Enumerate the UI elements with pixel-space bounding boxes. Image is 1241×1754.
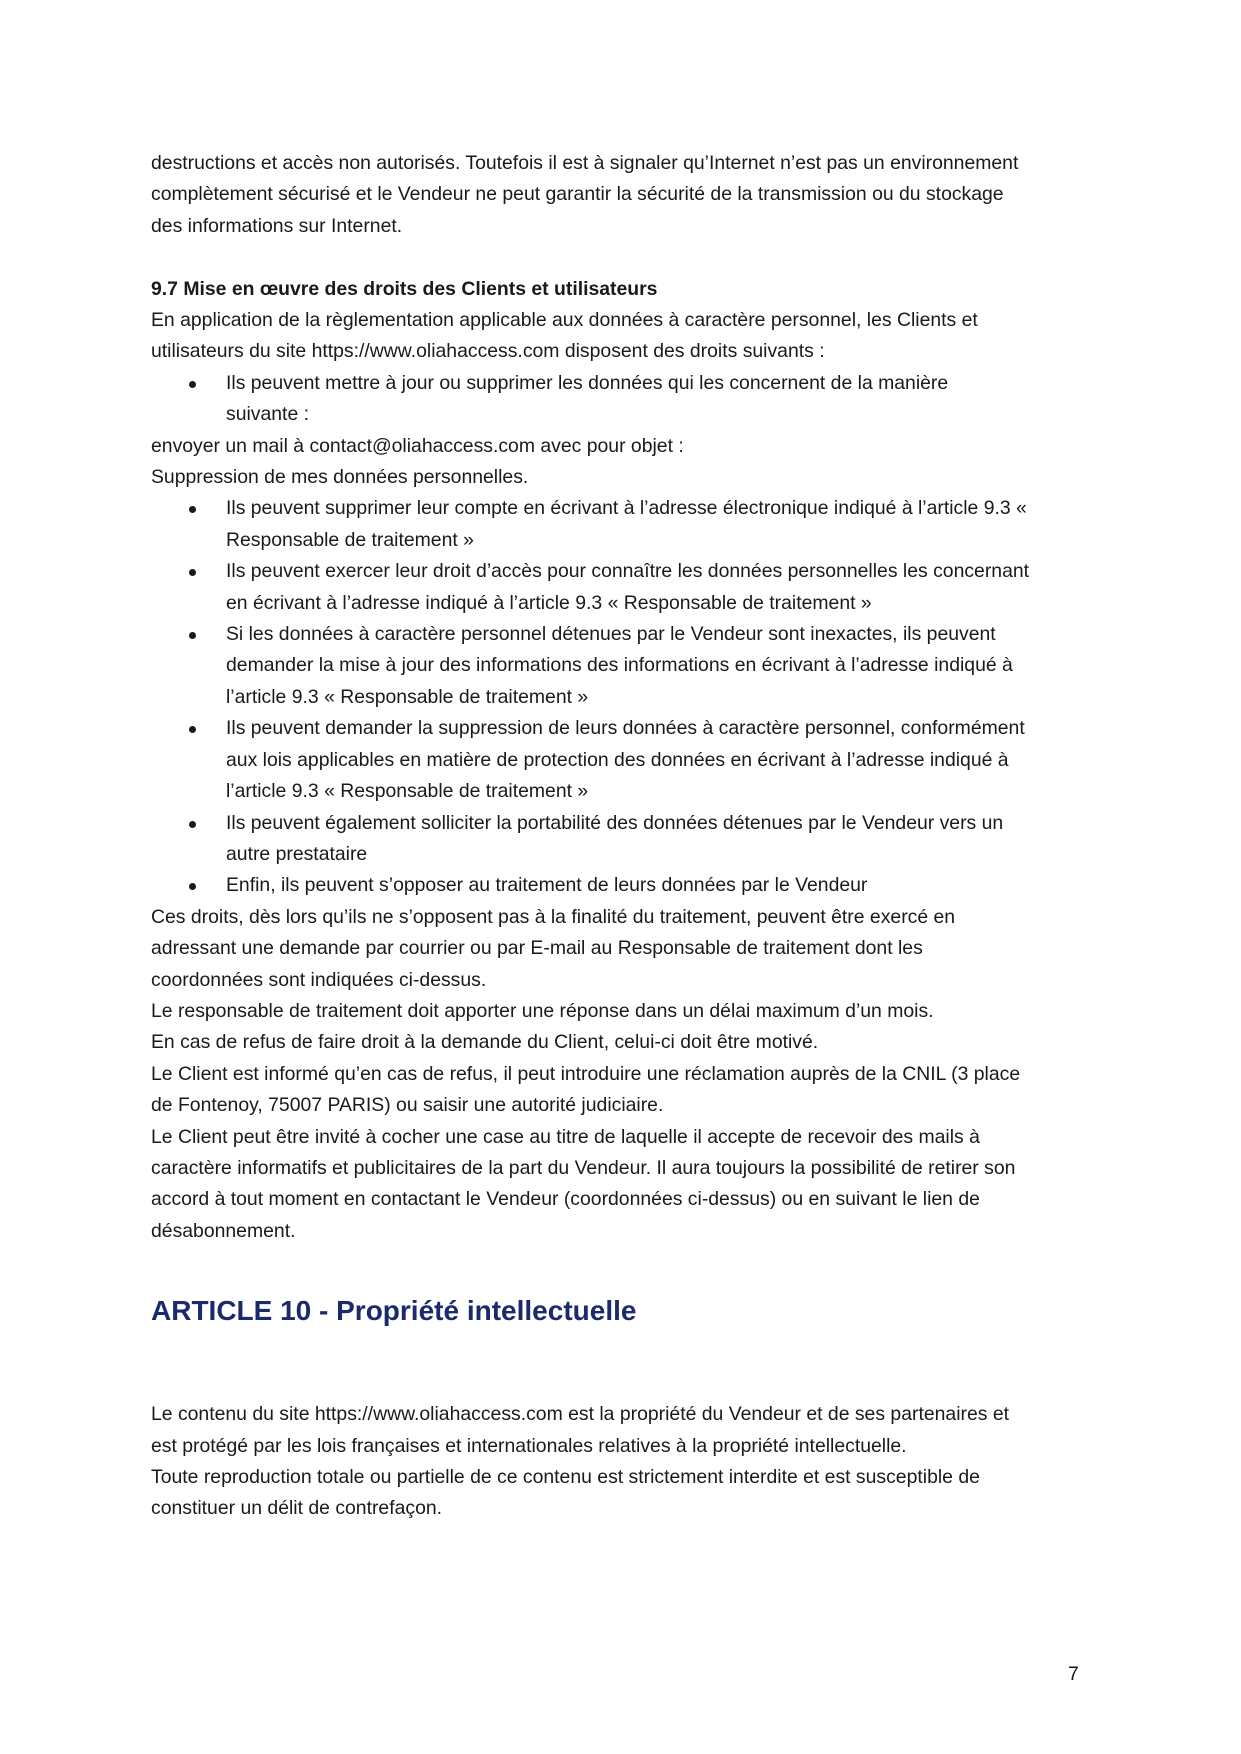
spacer bbox=[151, 242, 1101, 273]
bullet-item bbox=[151, 493, 1101, 556]
text-line: Le responsable de traitement doit apporter une réponse dans un délai maximum d’un mois. bbox=[151, 999, 934, 1022]
bullet-icon bbox=[189, 381, 196, 388]
bullet-icon bbox=[189, 821, 196, 828]
bullet-icon bbox=[189, 569, 196, 576]
text-line: En cas de refus de faire droit à la demande du Client, celui-ci doit être motivé. bbox=[151, 1031, 819, 1054]
bullet-text: Ils peuvent mettre à jour ou supprimer les données qui les concernent de la manière bbox=[226, 371, 949, 394]
text-line: Toute reproduction totale ou partielle de ce contenu est strictement interdite et est susceptible de bbox=[151, 1466, 980, 1489]
bullet-list bbox=[151, 368, 1101, 431]
article-10-body bbox=[151, 1399, 1101, 1525]
spacer bbox=[151, 1331, 1101, 1399]
text-line: constituer un délit de contrefaçon. bbox=[151, 1497, 443, 1520]
bullet-text: demander la mise à jour des informations des informations en écrivant à l’adresse indiqué à bbox=[226, 654, 1013, 677]
text-line: utilisateurs du site https://www.oliahaccess.com disposent des droits suivants : bbox=[151, 340, 825, 363]
text-line: Suppression de mes données personnelles. bbox=[151, 466, 529, 489]
bullet-text: Responsable de traitement » bbox=[226, 528, 474, 551]
page-number: 7 bbox=[1068, 1663, 1079, 1685]
spacer bbox=[151, 1247, 1101, 1291]
article-heading: ARTICLE 10 - Propriété intellectuelle bbox=[151, 1295, 637, 1327]
text-line: Ces droits, dès lors qu’ils ne s’opposent pas à la finalité du traitement, peuvent être exercé en bbox=[151, 905, 956, 928]
text-line: envoyer un mail à contact@oliahaccess.com avec pour objet : bbox=[151, 434, 684, 457]
bullet-text: suivante : bbox=[226, 403, 309, 426]
bullet-text: Si les données à caractère personnel détenues par le Vendeur sont inexactes, ils peuvent bbox=[226, 623, 996, 646]
text-line: de Fontenoy, 75007 PARIS) ou saisir une autorité judiciaire. bbox=[151, 1094, 664, 1117]
text-line: En application de la règlementation applicable aux données à caractère personnel, les Clients et bbox=[151, 309, 978, 332]
bullet-text: l’article 9.3 « Responsable de traitement » bbox=[226, 685, 589, 708]
bullet-item bbox=[151, 808, 1101, 871]
text-line: est protégé par les lois françaises et internationales relatives à la propriété intellectuelle. bbox=[151, 1434, 907, 1457]
bullet-text: autre prestataire bbox=[226, 842, 368, 865]
bullet-text: aux lois applicables en matière de protection des données en écrivant à l’adresse indiqué à bbox=[226, 748, 1009, 771]
section-9-7 bbox=[151, 274, 1101, 1248]
bullet-icon bbox=[189, 883, 196, 890]
text-line: caractère informatifs et publicitaires de la part du Vendeur. Il aura toujours la possibilité de retirer son bbox=[151, 1156, 1016, 1179]
document-page bbox=[151, 148, 1101, 1525]
bullet-item bbox=[151, 368, 1101, 431]
bullet-text: Enfin, ils peuvent s’opposer au traitement de leurs données par le Vendeur bbox=[226, 874, 868, 897]
text-line: adressant une demande par courrier ou par E-mail au Responsable de traitement dont les bbox=[151, 937, 923, 960]
bullet-text: Ils peuvent exercer leur droit d’accès pour connaître les données personnelles les concernant bbox=[226, 560, 1030, 583]
bullet-icon bbox=[189, 506, 196, 513]
text-line: accord à tout moment en contactant le Vendeur (coordonnées ci-dessus) ou en suivant le lien de bbox=[151, 1188, 980, 1211]
bullet-icon bbox=[189, 726, 196, 733]
text-line: destructions et accès non autorisés. Toutefois il est à signaler qu’Internet n’est pas un environnement bbox=[151, 152, 1019, 174]
text-line: Le Client peut être invité à cocher une case au titre de laquelle il accepte de recevoir des mails à bbox=[151, 1125, 980, 1148]
text-line: Le Client est informé qu’en cas de refus, il peut introduire une réclamation auprès de la CNIL (3 place bbox=[151, 1062, 1021, 1085]
section-heading: 9.7 Mise en œuvre des droits des Clients et utilisateurs bbox=[151, 277, 658, 300]
text-line: complètement sécurisé et le Vendeur ne peut garantir la sécurité de la transmission ou du stockage bbox=[151, 183, 1004, 206]
bullet-text: l’article 9.3 « Responsable de traitement » bbox=[226, 780, 589, 803]
intro-paragraph bbox=[151, 148, 1101, 242]
text-line: des informations sur Internet. bbox=[151, 214, 403, 237]
bullet-icon bbox=[189, 632, 196, 639]
bullet-item bbox=[151, 619, 1101, 713]
text-line: Le contenu du site https://www.oliahaccess.com est la propriété du Vendeur et de ses partenaires et bbox=[151, 1403, 1009, 1426]
bullet-item bbox=[151, 713, 1101, 807]
bullet-text: Ils peuvent demander la suppression de leurs données à caractère personnel, conformément bbox=[226, 717, 1025, 740]
bullet-text: Ils peuvent supprimer leur compte en écrivant à l’adresse électronique indiqué à l’article 9.3 « bbox=[226, 497, 1027, 520]
text-line: désabonnement. bbox=[151, 1219, 296, 1242]
bullet-text: Ils peuvent également solliciter la portabilité des données détenues par le Vendeur vers un bbox=[226, 811, 1004, 834]
bullet-item bbox=[151, 556, 1101, 619]
bullet-item bbox=[151, 870, 1101, 901]
bullet-list bbox=[151, 493, 1101, 901]
bullet-text: en écrivant à l’adresse indiqué à l’article 9.3 « Responsable de traitement » bbox=[226, 591, 872, 614]
text-line: coordonnées sont indiquées ci-dessus. bbox=[151, 968, 487, 991]
